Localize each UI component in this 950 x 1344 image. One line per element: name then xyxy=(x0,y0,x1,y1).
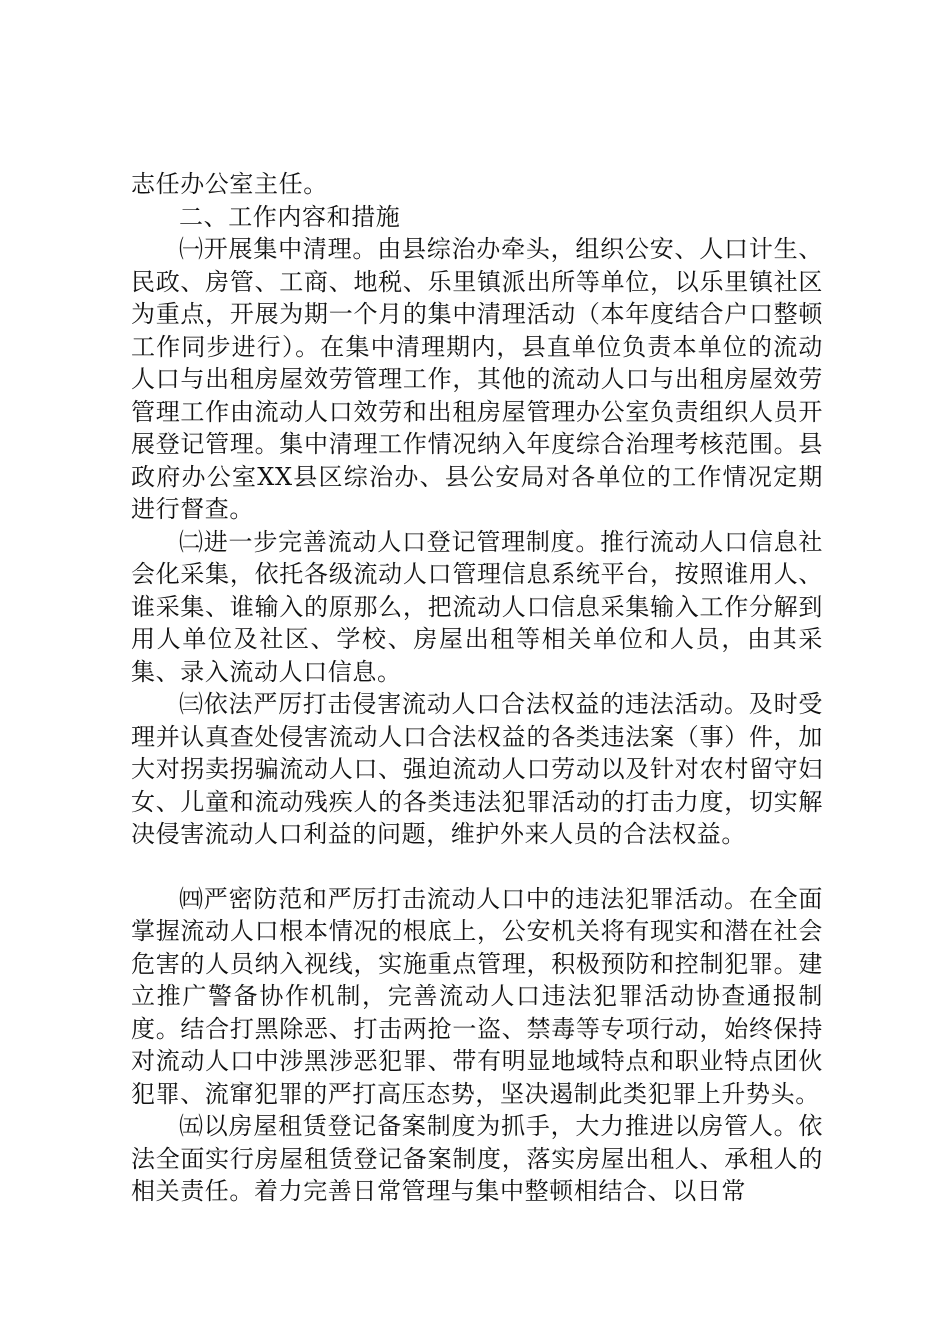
paragraph-continuation: 志任办公室主任。 xyxy=(131,170,328,198)
section-heading: 二、工作内容和措施 xyxy=(179,202,401,231)
paragraph-item-2: ㈡进一步完善流动人口登记管理制度。推行流动人口信息社会化采集，依托各级流动人口管理信息系统平台，按照谁用人、谁采集、谁输入的原那么，把流动人口信息采集输入工作分解到用人单位及社区、学校、房屋出租等相关单位和人员，由其采集、录入流动人口信息。 xyxy=(131,527,823,686)
paragraph-item-4: ㈣严密防范和严厉打击流动人口中的违法犯罪活动。在全面掌握流动人口根本情况的根底上，公安机关将有现实和潜在社会危害的人员纳入视线，实施重点管理，积极预防和控制犯罪。建立推广警备协作机制，完善流动人口违法犯罪活动协查通报制度。结合打黑除恶、打击两抢一盗、禁毒等专项行动，始终保持对流动人口中涉黑涉恶犯罪、带有明显地域特点和职业特点团伙犯罪、流窜犯罪的严打高压态势，坚决遏制此类犯罪上升势头。 xyxy=(131,884,823,1108)
paragraph-item-5: ㈤以房屋租赁登记备案制度为抓手，大力推进以房管人。依法全面实行房屋租赁登记备案制度，落实房屋出租人、承租人的相关责任。着力完善日常管理与集中整顿相结合、以日常 xyxy=(131,1112,823,1205)
paragraph-item-3: ㈢依法严厉打击侵害流动人口合法权益的违法活动。及时受理并认真查处侵害流动人口合法权益的各类违法案（事）件，加大对拐卖拐骗流动人口、强迫流动人口劳动以及针对农村留守妇女、儿童和流动残疾人的各类违法犯罪活动的打击力度，切实解决侵害流动人口利益的问题，维护外来人员的合法权益。 xyxy=(131,690,823,848)
paragraph-item-1: ㈠开展集中清理。由县综治办牵头，组织公安、人口计生、民政、房管、工商、地税、乐里镇派出所等单位，以乐里镇社区为重点，开展为期一个月的集中清理活动（本年度结合户口整顿工作同步进行）。在集中清理期内，县直单位负责本单位的流动人口与出租房屋效劳管理工作，其他的流动人口与出租房屋效劳管理工作由流动人口效劳和出租房屋管理办公室负责组织人员开展登记管理。集中清理工作情况纳入年度综合治理考核范围。县政府办公室XX县区综治办、县公安局对各单位的工作情况定期进行督查。 xyxy=(131,235,823,523)
document-body xyxy=(131,168,823,1208)
